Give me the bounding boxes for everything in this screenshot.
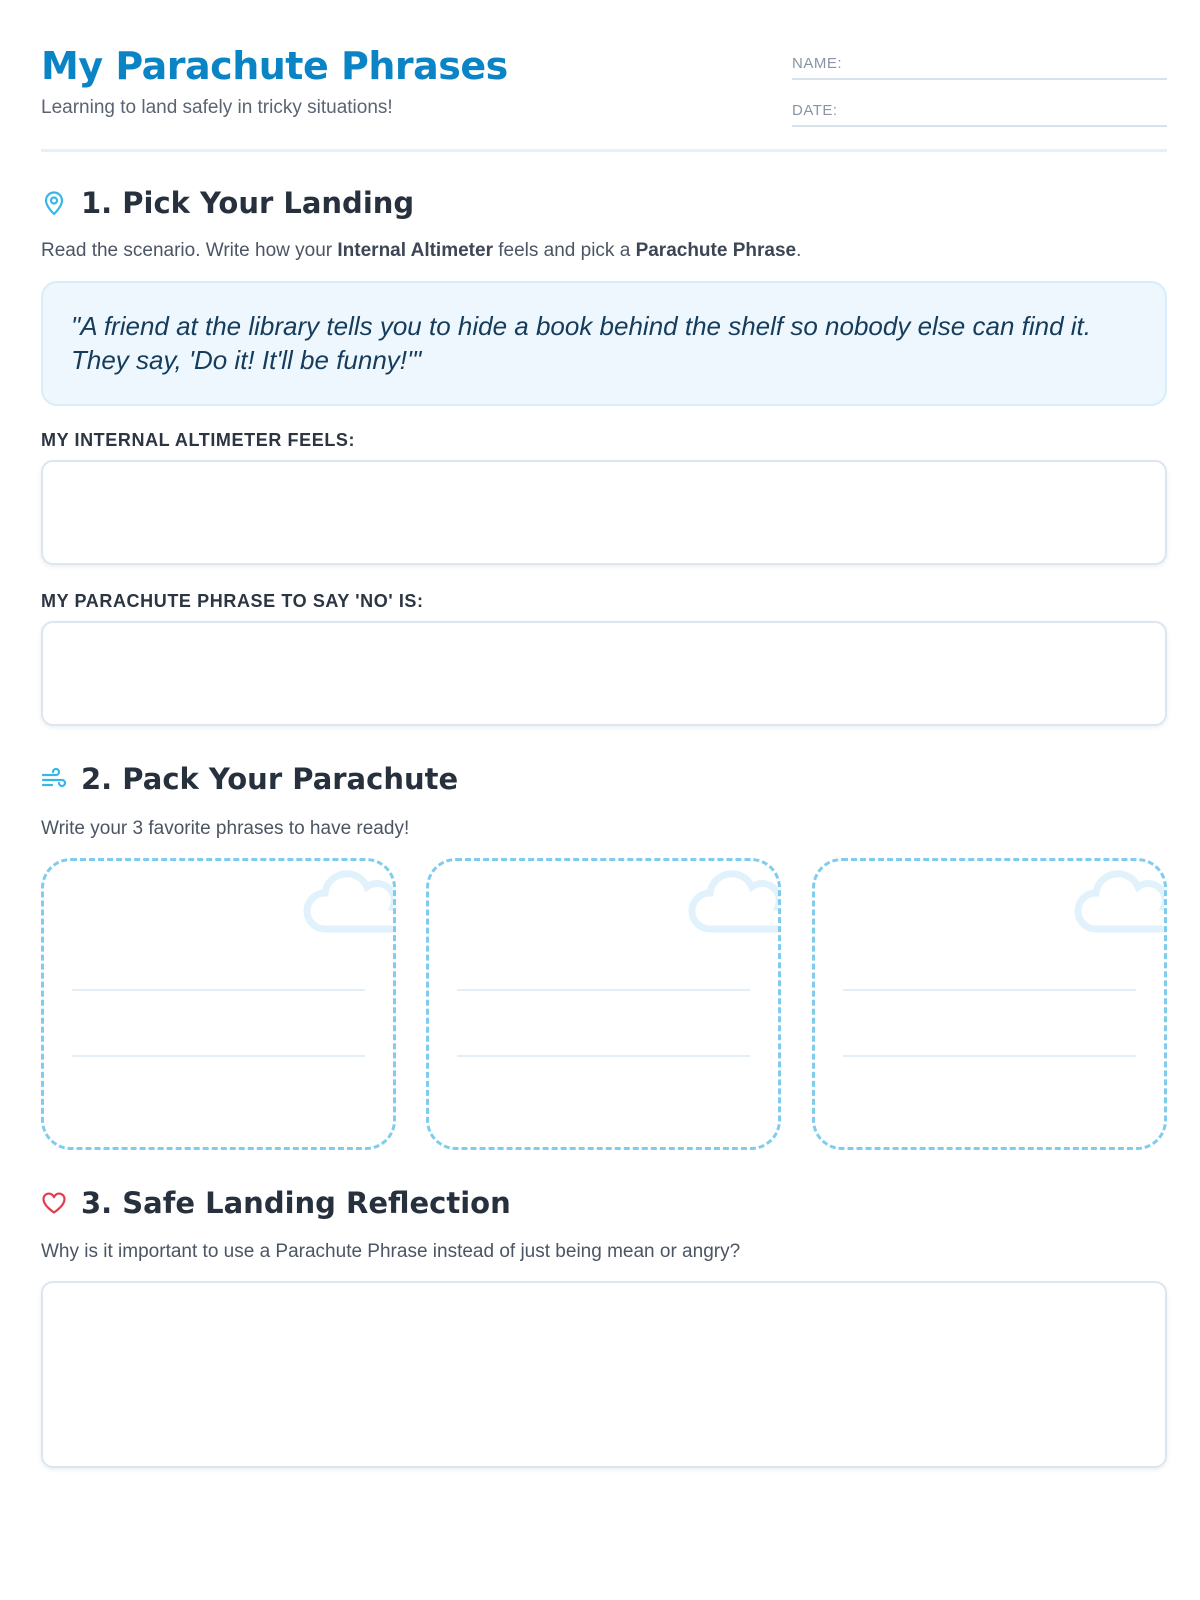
section-1-title: 1. Pick Your Landing (81, 186, 415, 220)
writing-line (72, 989, 365, 991)
section-3-title: 3. Safe Landing Reflection (81, 1186, 511, 1220)
section-3-heading (41, 1185, 511, 1221)
instruction-emphasis: Parachute Phrase (635, 240, 797, 261)
altimeter-label: MY INTERNAL ALTIMETER FEELS: (41, 430, 356, 450)
phrase-card-3[interactable] (812, 858, 1167, 1150)
scenario-text: "A friend at the library tells you to hide a book behind the shelf so nobody else can find it. They say, 'Do it! It'll be funny!'" (71, 311, 1092, 375)
name-field[interactable] (792, 52, 1167, 80)
instruction-text: feels and pick a (492, 240, 636, 261)
scenario-box (41, 281, 1167, 406)
writing-line (843, 989, 1136, 991)
page-title: My Parachute Phrases (41, 44, 508, 88)
worksheet-header (41, 0, 1167, 152)
wind-icon (41, 766, 67, 792)
writing-line (457, 989, 750, 991)
altimeter-answer-box[interactable] (41, 460, 1167, 565)
section-2-heading (41, 761, 458, 797)
parachute-phrase-label: MY PARACHUTE PHRASE TO SAY 'NO' IS: (41, 591, 424, 611)
instruction-text: Read the scenario. Write how your (41, 240, 338, 261)
section-2-title: 2. Pack Your Parachute (81, 762, 459, 796)
phrase-card-1[interactable] (41, 858, 396, 1150)
map-pin-icon (41, 190, 67, 216)
instruction-text: . (796, 240, 802, 261)
date-label: DATE: (792, 102, 838, 119)
date-field[interactable] (792, 99, 1167, 127)
section-2-instruction: Write your 3 favorite phrases to have ready! (41, 818, 410, 839)
parachute-phrase-answer-box[interactable] (41, 621, 1167, 726)
cloud-icon (686, 867, 781, 937)
writing-line (843, 1055, 1136, 1057)
section-3-instruction: Why is it important to use a Parachute Phrase instead of just being mean or angry? (41, 1241, 741, 1262)
phrase-card-2[interactable] (426, 858, 781, 1150)
section-1-heading (41, 185, 414, 221)
cloud-icon (301, 867, 396, 937)
instruction-emphasis: Internal Altimeter (337, 240, 493, 261)
writing-line (72, 1055, 365, 1057)
writing-line (457, 1055, 750, 1057)
heart-icon (41, 1190, 67, 1216)
cloud-icon (1072, 867, 1167, 937)
name-label: NAME: (792, 55, 843, 72)
page-subtitle: Learning to land safely in tricky situations! (41, 97, 393, 118)
reflection-answer-box[interactable] (41, 1281, 1167, 1468)
section-1-instruction (41, 240, 801, 262)
